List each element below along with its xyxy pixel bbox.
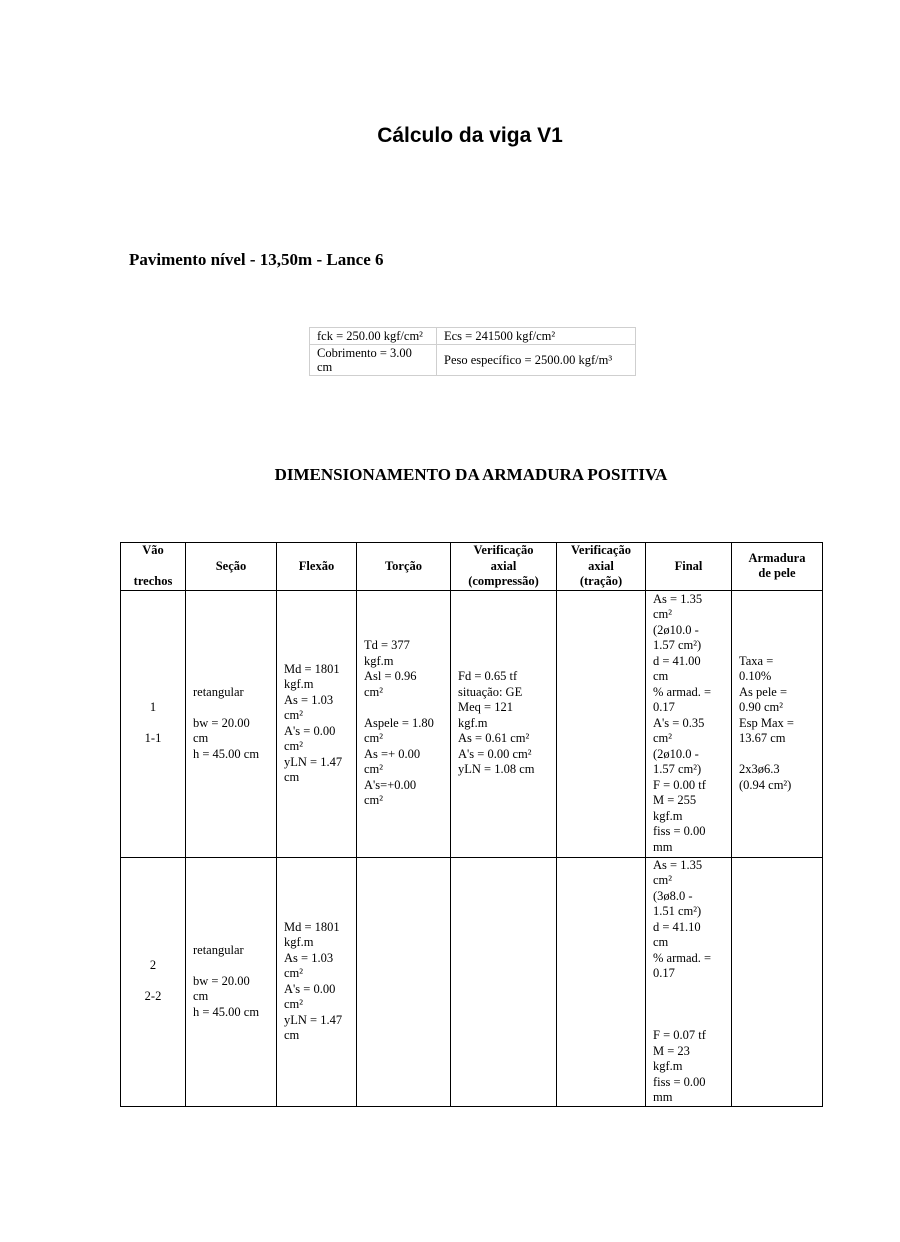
cell-torcao: Td = 377 kgf.m Asl = 0.96 cm² Aspele = 1.80 cm² As =+ 0.00 cm² A's=+0.00 cm² (357, 590, 451, 857)
cell-final: As = 1.35 cm² (2ø10.0 - 1.57 cm²) d = 41.00 cm % armad. = 0.17 A's = 0.35 cm² (2ø10.0 - 1.57 cm²) F = 0.00 tf M = 255 kgf.m fiss = 0.00 mm (646, 590, 732, 857)
cobrimento-value: Cobrimento = 3.00 cm (310, 345, 437, 376)
header-flexao: Flexão (277, 543, 357, 591)
cell-verificacao-tracao (557, 857, 646, 1106)
page-title: Cálculo da viga V1 (377, 124, 563, 147)
floor-subtitle: Pavimento nível - 13,50m - Lance 6 (129, 250, 384, 269)
cell-vao: 1 1-1 (121, 590, 186, 857)
table-row (121, 857, 823, 1106)
cell-armadura-pele (732, 857, 823, 1106)
cell-armadura-pele: Taxa = 0.10% As pele = 0.90 cm² Esp Max = 13.67 cm 2x3ø6.3 (0.94 cm²) (732, 590, 823, 857)
table-header-row (121, 543, 823, 591)
table-row (121, 590, 823, 857)
ecs-value: Ecs = 241500 kgf/cm² (437, 328, 636, 345)
header-verificacao-compressao: Verificação axial (compressão) (451, 543, 557, 591)
parameters-row (310, 328, 636, 345)
cell-verificacao-compressao (451, 857, 557, 1106)
parameters-row (310, 345, 636, 376)
header-secao: Seção (186, 543, 277, 591)
cell-final: As = 1.35 cm² (3ø8.0 - 1.51 cm²) d = 41.10 cm % armad. = 0.17 F = 0.07 tf M = 23 kgf.m fiss = 0.00 mm (646, 857, 732, 1106)
header-armadura-pele: Armadura de pele (732, 543, 823, 591)
parameters-table (309, 327, 636, 376)
header-vao-label: Vão (142, 543, 164, 558)
header-torcao: Torção (357, 543, 451, 591)
fck-value: fck = 250.00 kgf/cm² (310, 328, 437, 345)
cell-flexao: Md = 1801 kgf.m As = 1.03 cm² A's = 0.00 cm² yLN = 1.47 cm (277, 857, 357, 1106)
armadura-table (120, 542, 823, 1107)
cell-secao: retangular bw = 20.00 cm h = 45.00 cm (186, 590, 277, 857)
header-vao (121, 543, 186, 591)
section-title: DIMENSIONAMENTO DA ARMADURA POSITIVA (274, 465, 668, 484)
cell-verificacao-tracao (557, 590, 646, 857)
cell-flexao: Md = 1801 kgf.m As = 1.03 cm² A's = 0.00 cm² yLN = 1.47 cm (277, 590, 357, 857)
peso-especifico-value: Peso específico = 2500.00 kgf/m³ (437, 345, 636, 376)
cell-vao: 2 2-2 (121, 857, 186, 1106)
cell-verificacao-compressao: Fd = 0.65 tf situação: GE Meq = 121 kgf.m As = 0.61 cm² A's = 0.00 cm² yLN = 1.08 cm (451, 590, 557, 857)
header-final: Final (646, 543, 732, 591)
cell-torcao (357, 857, 451, 1106)
header-trechos-label: trechos (133, 573, 173, 588)
cell-secao: retangular bw = 20.00 cm h = 45.00 cm (186, 857, 277, 1106)
header-verificacao-tracao: Verificação axial (tração) (557, 543, 646, 591)
